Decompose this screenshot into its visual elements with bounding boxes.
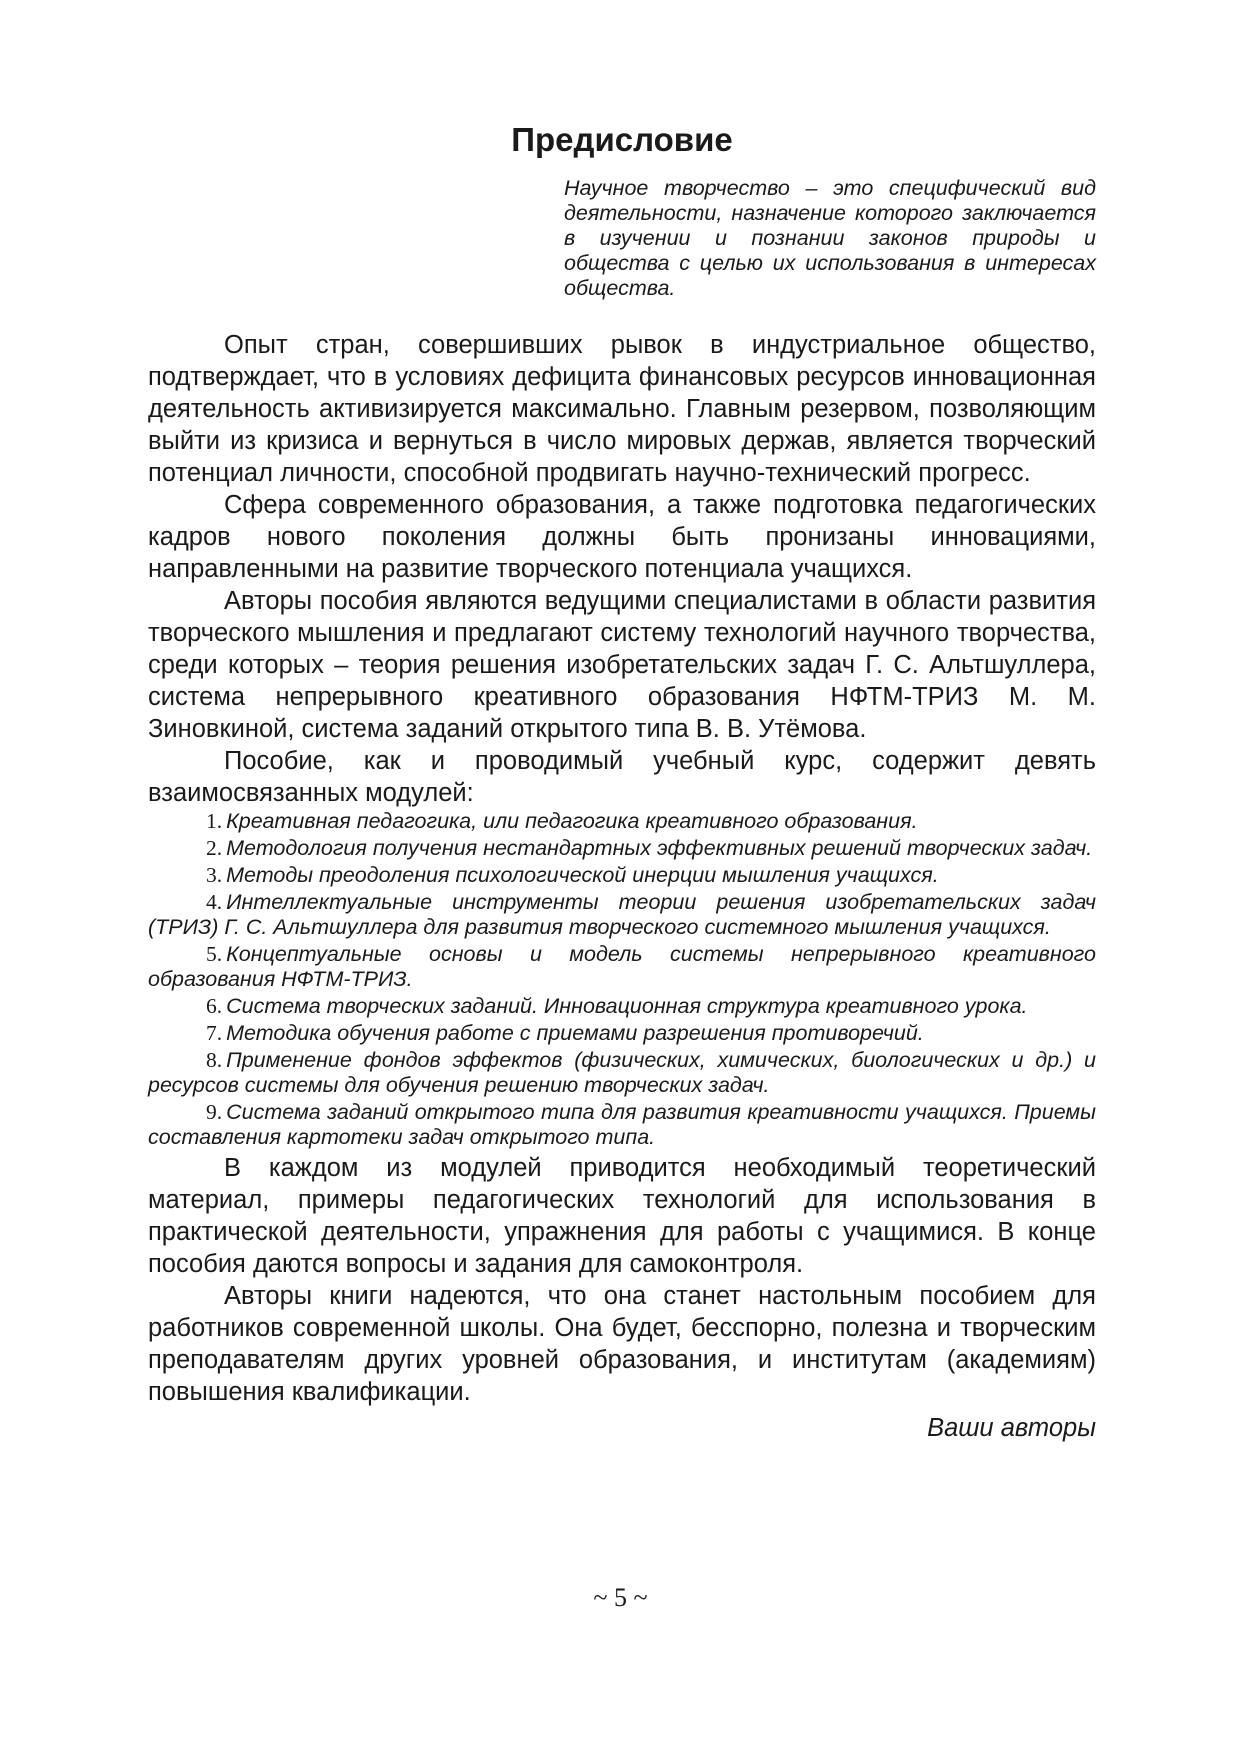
signature: Ваши авторы [927, 1414, 1096, 1442]
list-item [148, 890, 1096, 940]
list-item-number: 4. [206, 890, 223, 914]
list-item [148, 1048, 1096, 1098]
list-item-text: Методы преодоления психологической инерции мышления учащихся. [226, 863, 939, 887]
paragraph-intro: Опыт стран, совершивших рывок в индустриальное общество, подтверждает, что в условиях дефицита финансовых ресурсов инновационная деятельность активизируется максимально. Главным резервом, позволяющим выйти из кризиса и вернуться в число мировых держав, является творческий потенциал личности, способной продвигать научно-технический прогресс. [148, 331, 1096, 487]
modules-list [148, 809, 1096, 1150]
document-page [148, 100, 1096, 1444]
list-item-number: 5. [206, 942, 223, 966]
list-item-number: 3. [206, 863, 223, 887]
list-item-number: 9. [206, 1100, 223, 1124]
paragraph-authors: Авторы пособия являются ведущими специалистами в области развития творческого мышления и предлагают систему технологий научного творчества, среди которых – теория решения изобретательских задач Г. С. Альтшуллера, система непрерывного креативного образования НФТМ-ТРИЗ М. М. Зиновкиной, система заданий открытого типа В. В. Утёмова. [148, 587, 1096, 743]
list-item-number: 8. [206, 1048, 223, 1072]
epigraph: Научное творчество – это специфический вид деятельности, назначение которого заключается в изучении и познании законов природы и общества с целью их использования в интересах общества. [564, 176, 1096, 300]
list-item-text: Креативная педагогика, или педагогика креативного образования. [226, 809, 918, 833]
list-item-text: Система творческих заданий. Инновационная структура креативного урока. [226, 994, 1028, 1018]
list-item-number: 1. [206, 809, 223, 833]
list-item [148, 942, 1096, 992]
list-item-text: Система заданий открытого типа для развития креативности учащихся. Приемы составления картотеки задач открытого типа. [148, 1100, 1096, 1149]
list-item [148, 836, 1096, 861]
page-number: ~ 5 ~ [593, 1583, 648, 1612]
list-item [148, 994, 1096, 1019]
list-item-text: Методология получения нестандартных эффективных решений творческих задач. [226, 836, 1093, 860]
list-item-text: Интеллектуальные инструменты теории решения изобретательских задач (ТРИЗ) Г. С. Альтшуллера для развития творческого системного мышления учащихся. [148, 890, 1096, 939]
list-item-text: Методика обучения работе с приемами разрешения противоречий. [226, 1021, 924, 1045]
paragraph-module-content: В каждом из модулей приводится необходимый теоретический материал, примеры педагогических технологий для использования в практической деятельности, упражнения для работы с учащимися. В конце пособия даются вопросы и задания для самоконтроля. [148, 1154, 1096, 1278]
list-item [148, 863, 1096, 888]
paragraph-authors-hope: Авторы книги надеются, что она станет настольным пособием для работников современной школы. Она будет, бесспорно, полезна и творческим преподавателям других уровней образования, и институтам (академиям) повышения квалификации. [148, 1282, 1096, 1406]
paragraph-modules-intro: Пособие, как и проводимый учебный курс, содержит девять взаимосвязанных модулей: [148, 747, 1096, 807]
list-item [148, 809, 1096, 834]
list-item [148, 1100, 1096, 1150]
list-item-number: 2. [206, 836, 223, 860]
list-item-number: 6. [206, 994, 223, 1018]
list-item-text: Концептуальные основы и модель системы непрерывного креативного образования НФТМ-ТРИЗ. [148, 942, 1096, 991]
list-item [148, 1021, 1096, 1046]
paragraph-education: Сфера современного образования, а также подготовка педагогических кадров нового поколения должны быть пронизаны инновациями, направленными на развитие творческого потенциала учащихся. [148, 491, 1096, 583]
page-title: Предисловие [511, 121, 733, 158]
list-item-number: 7. [206, 1021, 223, 1045]
list-item-text: Применение фондов эффектов (физических, химических, биологических и др.) и ресурсов системы для обучения решению творческих задач. [148, 1048, 1096, 1097]
